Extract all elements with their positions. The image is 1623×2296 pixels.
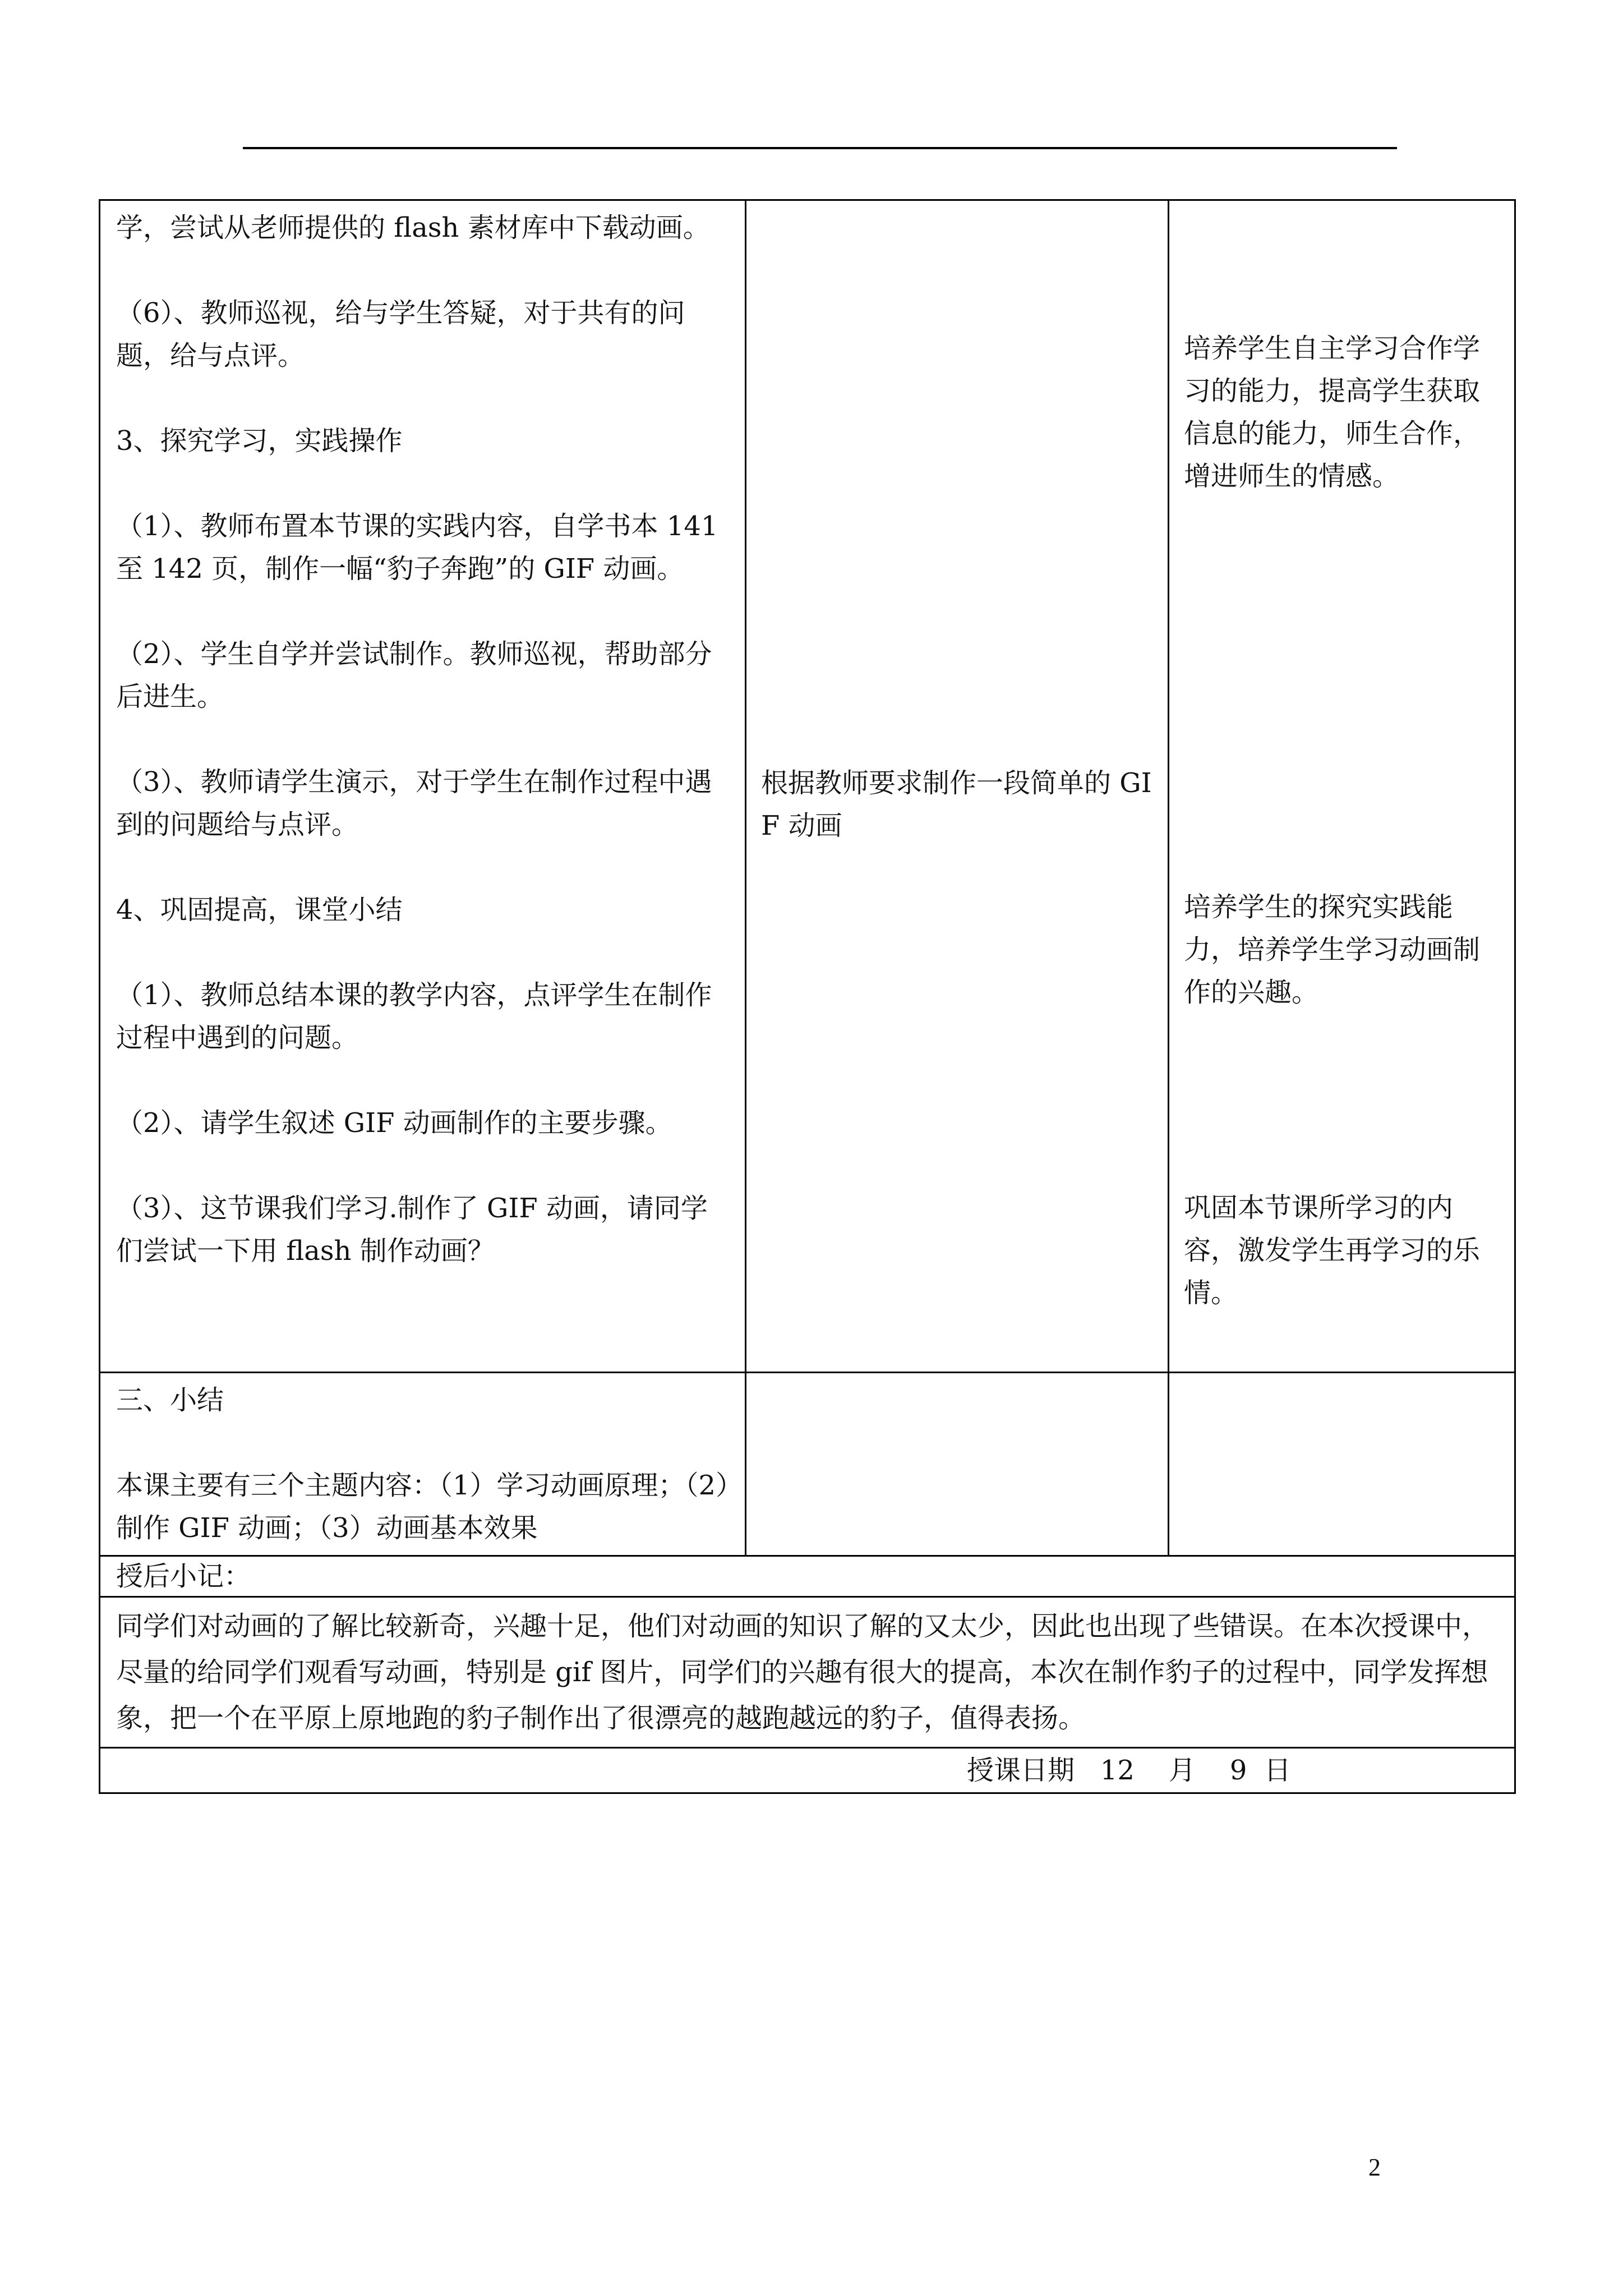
design-intent-3: 巩固本节课所学习的内容，激发学生再学习的乐情。 bbox=[1184, 1192, 1481, 1309]
process-section-4-heading: 4、巩固提高，课堂小结 bbox=[116, 894, 403, 926]
lesson-plan-table bbox=[99, 199, 1516, 1794]
process-line-4-1: （1）、教师总结本课的教学内容，点评学生在制作过程中遇到的问题。 bbox=[116, 979, 712, 1053]
summary-empty-cell-b bbox=[746, 1373, 1169, 1556]
page-number: 2 bbox=[1368, 2154, 1381, 2181]
date-cell bbox=[100, 1748, 1515, 1793]
student-activity-cell bbox=[746, 200, 1169, 1373]
process-line-4-3: （3）、这节课我们学习.制作了 GIF 动画，请同学们尝试一下用 flash 制作动画？ bbox=[116, 1193, 708, 1267]
summary-text: 本课主要有三个主题内容：（1）学习动画原理；（2）制作 GIF 动画；（3）动画基本效果 bbox=[116, 1470, 730, 1544]
summary-empty-cell-c bbox=[1169, 1373, 1515, 1556]
notes-heading-cell bbox=[100, 1556, 1515, 1597]
notes-text: 同学们对动画的了解比较新奇，兴趣十足，他们对动画的知识了解的又太少，因此也出现了些错误。在本次授课中，尽量的给同学们观看写动画，特别是 gif 图片，同学们的兴趣有很大的提高，本次在制作豹子的过程中，同学发挥想象，把一个在平原上原地跑的豹子制作出了很漂亮的越跑越远的豹子，值得表扬。 bbox=[116, 1611, 1490, 1734]
notes-body-cell bbox=[100, 1597, 1515, 1748]
notes-heading-row bbox=[100, 1556, 1515, 1597]
teaching-process-cell bbox=[100, 200, 746, 1373]
teaching-process-row bbox=[100, 200, 1515, 1373]
process-line-3-2: （2）、学生自学并尝试制作。教师巡视，帮助部分后进生。 bbox=[116, 638, 712, 712]
header-rule bbox=[243, 147, 1397, 149]
process-section-3-heading: 3、探究学习，实践操作 bbox=[116, 425, 403, 457]
notes-body-row bbox=[100, 1597, 1515, 1748]
design-intent-1: 培养学生自主学习合作学习的能力，提高学生获取信息的能力，师生合作，增进师生的情感。 bbox=[1184, 333, 1481, 492]
process-line-4-2: （2）、请学生叙述 GIF 动画制作的主要步骤。 bbox=[116, 1107, 672, 1139]
process-line-1: 学，尝试从老师提供的 flash 素材库中下载动画。 bbox=[116, 212, 710, 243]
summary-cell bbox=[100, 1373, 746, 1556]
process-line-3-1: （1）、教师布置本节课的实践内容，自学书本 141 至 142 页，制作一幅“豹子奔跑”的 GIF 动画。 bbox=[116, 510, 718, 585]
notes-heading: 授后小记： bbox=[116, 1561, 251, 1592]
design-intent-2: 培养学生的探究实践能力，培养学生学习动画制作的兴趣。 bbox=[1184, 891, 1481, 1008]
summary-row bbox=[100, 1373, 1515, 1556]
lesson-date: 授课日期 12 月 9 日 bbox=[967, 1755, 1291, 1786]
summary-heading: 三、小结 bbox=[116, 1384, 224, 1416]
design-intent-cell bbox=[1169, 200, 1515, 1373]
student-activity-text: 根据教师要求制作一段简单的 GIF 动画 bbox=[761, 767, 1152, 841]
process-line-3-3: （3）、教师请学生演示，对于学生在制作过程中遇到的问题给与点评。 bbox=[116, 766, 712, 840]
process-line-2: （6）、教师巡视，给与学生答疑，对于共有的问题，给与点评。 bbox=[116, 297, 685, 371]
date-row bbox=[100, 1748, 1515, 1793]
